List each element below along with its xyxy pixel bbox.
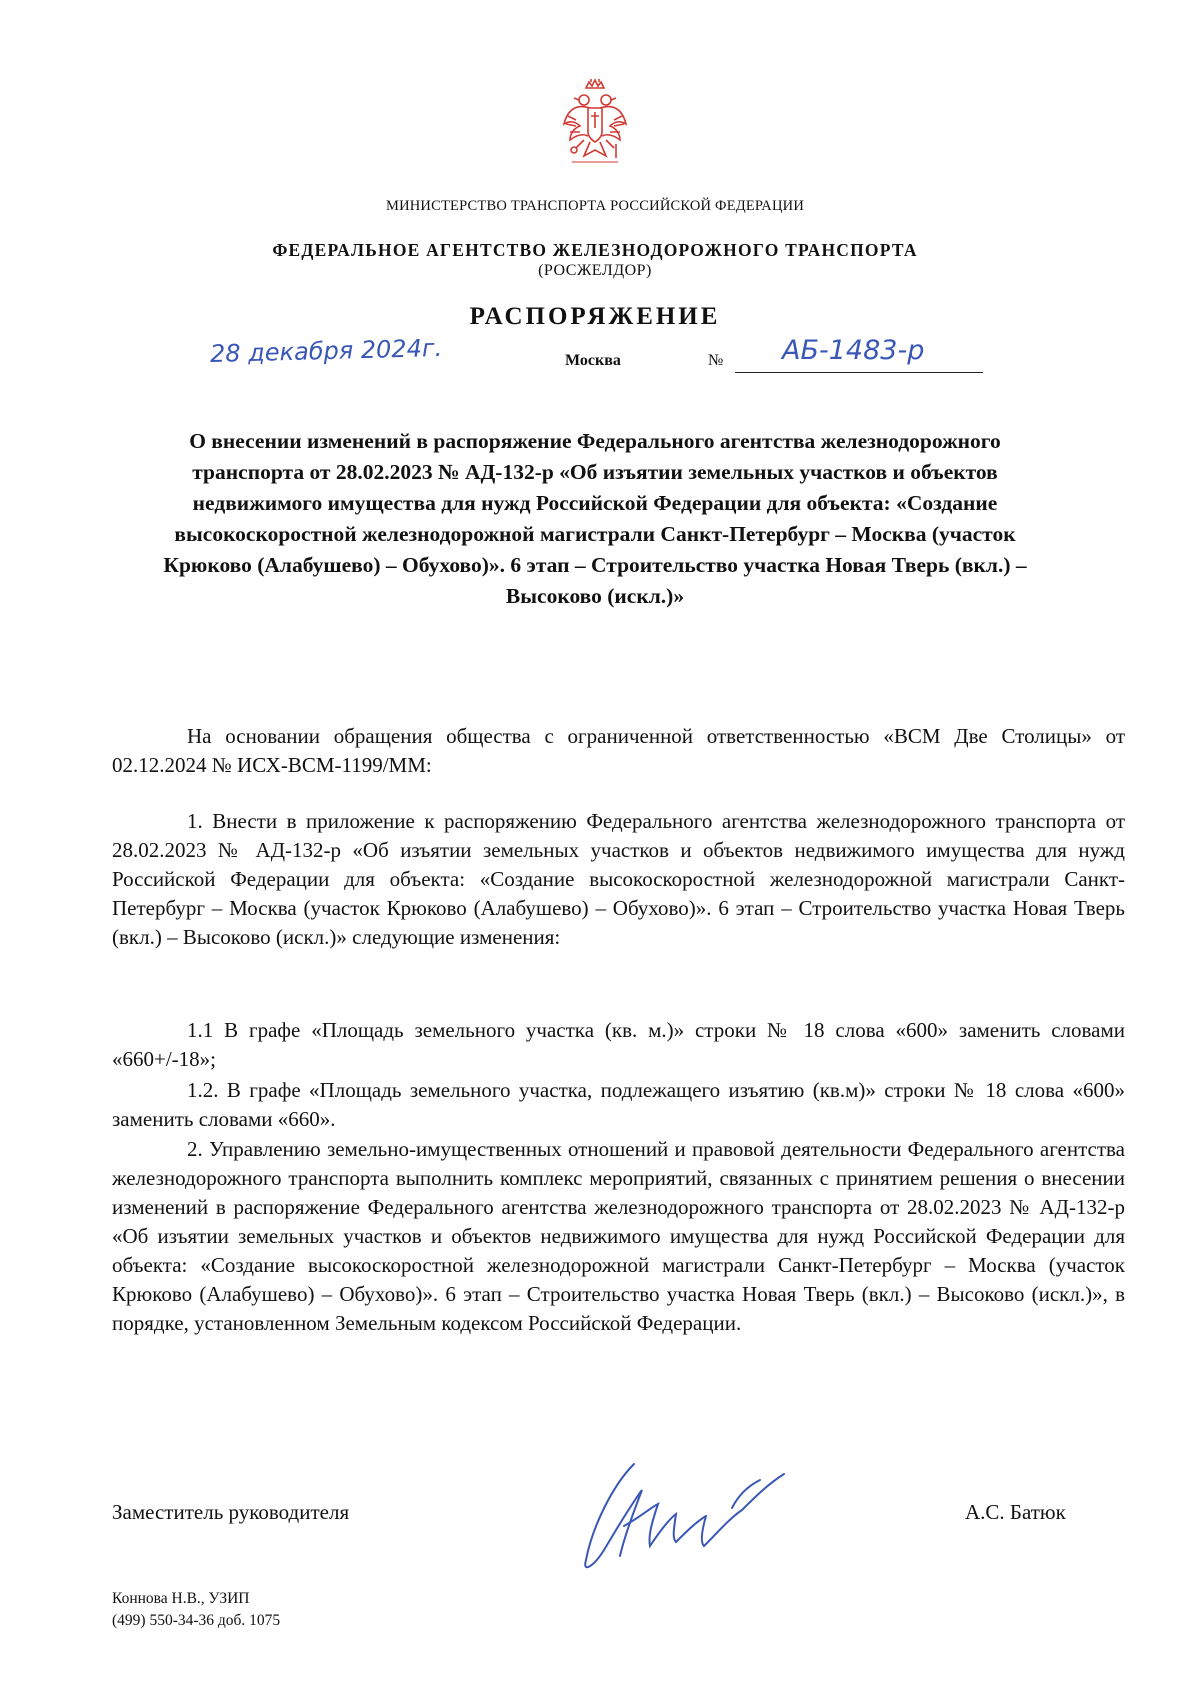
document-title: О внесении изменений в распоряжение Федерального агентства железнодорожного транспорта от 28.02.2023 № АД-132-р «Об изъятии земельных участков и объектов недвижимого имущества для нужд Российской Федерации для объекта: «Создание высокоскоростной железнодорожной магистрали Санкт-Петербург – Москва (участок Крюково (Алабушево) – Обухово)». 6 этап – Строительство участка Новая Тверь (вкл.) – Высоково (искл.)» [163, 429, 1027, 608]
signer-position: Заместитель руководителя [112, 1500, 350, 1524]
number-label: № [708, 352, 724, 369]
agency-name: ФЕДЕРАЛЬНОЕ АГЕНТСТВО ЖЕЛЕЗНОДОРОЖНОГО ТРАНСПОРТА [272, 240, 918, 260]
paragraph-1-1: 1.1 В графе «Площадь земельного участка (кв. м.)» строки № 18 слова «600» заменить словами «660+/-18»; [112, 1018, 1125, 1071]
handwritten-number: АБ-1483-р [782, 335, 925, 366]
agency-short-name: (РОСЖЕЛДОР) [538, 262, 652, 279]
city-label: Москва [565, 352, 621, 369]
paragraph-2: 2. Управлению земельно-имущественных отношений и правовой деятельности Федерального агентства железнодорожного транспорта выполнить комплекс мероприятий, связанных с принятием решения о внесении изменений в распоряжение Федерального агентства железнодорожного транспорта от 28.02.2023 № АД-132-р «Об изъятии земельных участков и объектов недвижимого имущества для нужд Российской Федерации для объекта: «Создание высокоскоростной железнодорожной магистрали Санкт-Петербург – Москва (участок Крюково (Алабушево) – Обухово)». 6 этап – Строительство участка Новая Тверь (вкл.) – Высоково (искл.)», в порядке, установленном Земельным кодексом Российской Федерации. [112, 1137, 1125, 1335]
intro-paragraph: На основании обращения общества с ограниченной ответственностью «ВСМ Две Столицы» от 02.12.2024 № ИСХ-ВСМ-1199/ММ: [112, 724, 1125, 777]
ministry-name: МИНИСТЕРСТВО ТРАНСПОРТА РОССИЙСКОЙ ФЕДЕРАЦИИ [385, 198, 804, 214]
executor-contact: Коннова Н.В., УЗИП [112, 1590, 250, 1607]
paragraph-1-2: 1.2. В графе «Площадь земельного участка, подлежащего изъятию (кв.м)» строки № 18 слова «600» заменить словами «660». [112, 1078, 1125, 1131]
executor-phone: (499) 550-34-36 доб. 1075 [112, 1612, 281, 1629]
paragraph-1: 1. Внести в приложение к распоряжению Федерального агентства железнодорожного транспорта от 28.02.2023 № АД-132-р «Об изъятии земельных участков и объектов недвижимого имущества для нужд Российской Федерации для объекта: «Создание высокоскоростной железнодорожной магистрали Санкт-Петербург – Москва (участок Крюково (Алабушево) – Обухово)». 6 этап – Строительство участка Новая Тверь (вкл.) – Высоково (искл.)» следующие изменения: [112, 809, 1125, 949]
document-type: РАСПОРЯЖЕНИЕ [469, 303, 721, 330]
handwritten-signature-icon [572, 1438, 802, 1578]
handwritten-date: 28 декабря 2024г. [209, 333, 443, 369]
coat-of-arms-icon [560, 78, 630, 176]
signer-name: А.С. Батюк [965, 1500, 1066, 1524]
number-underline [735, 372, 983, 373]
